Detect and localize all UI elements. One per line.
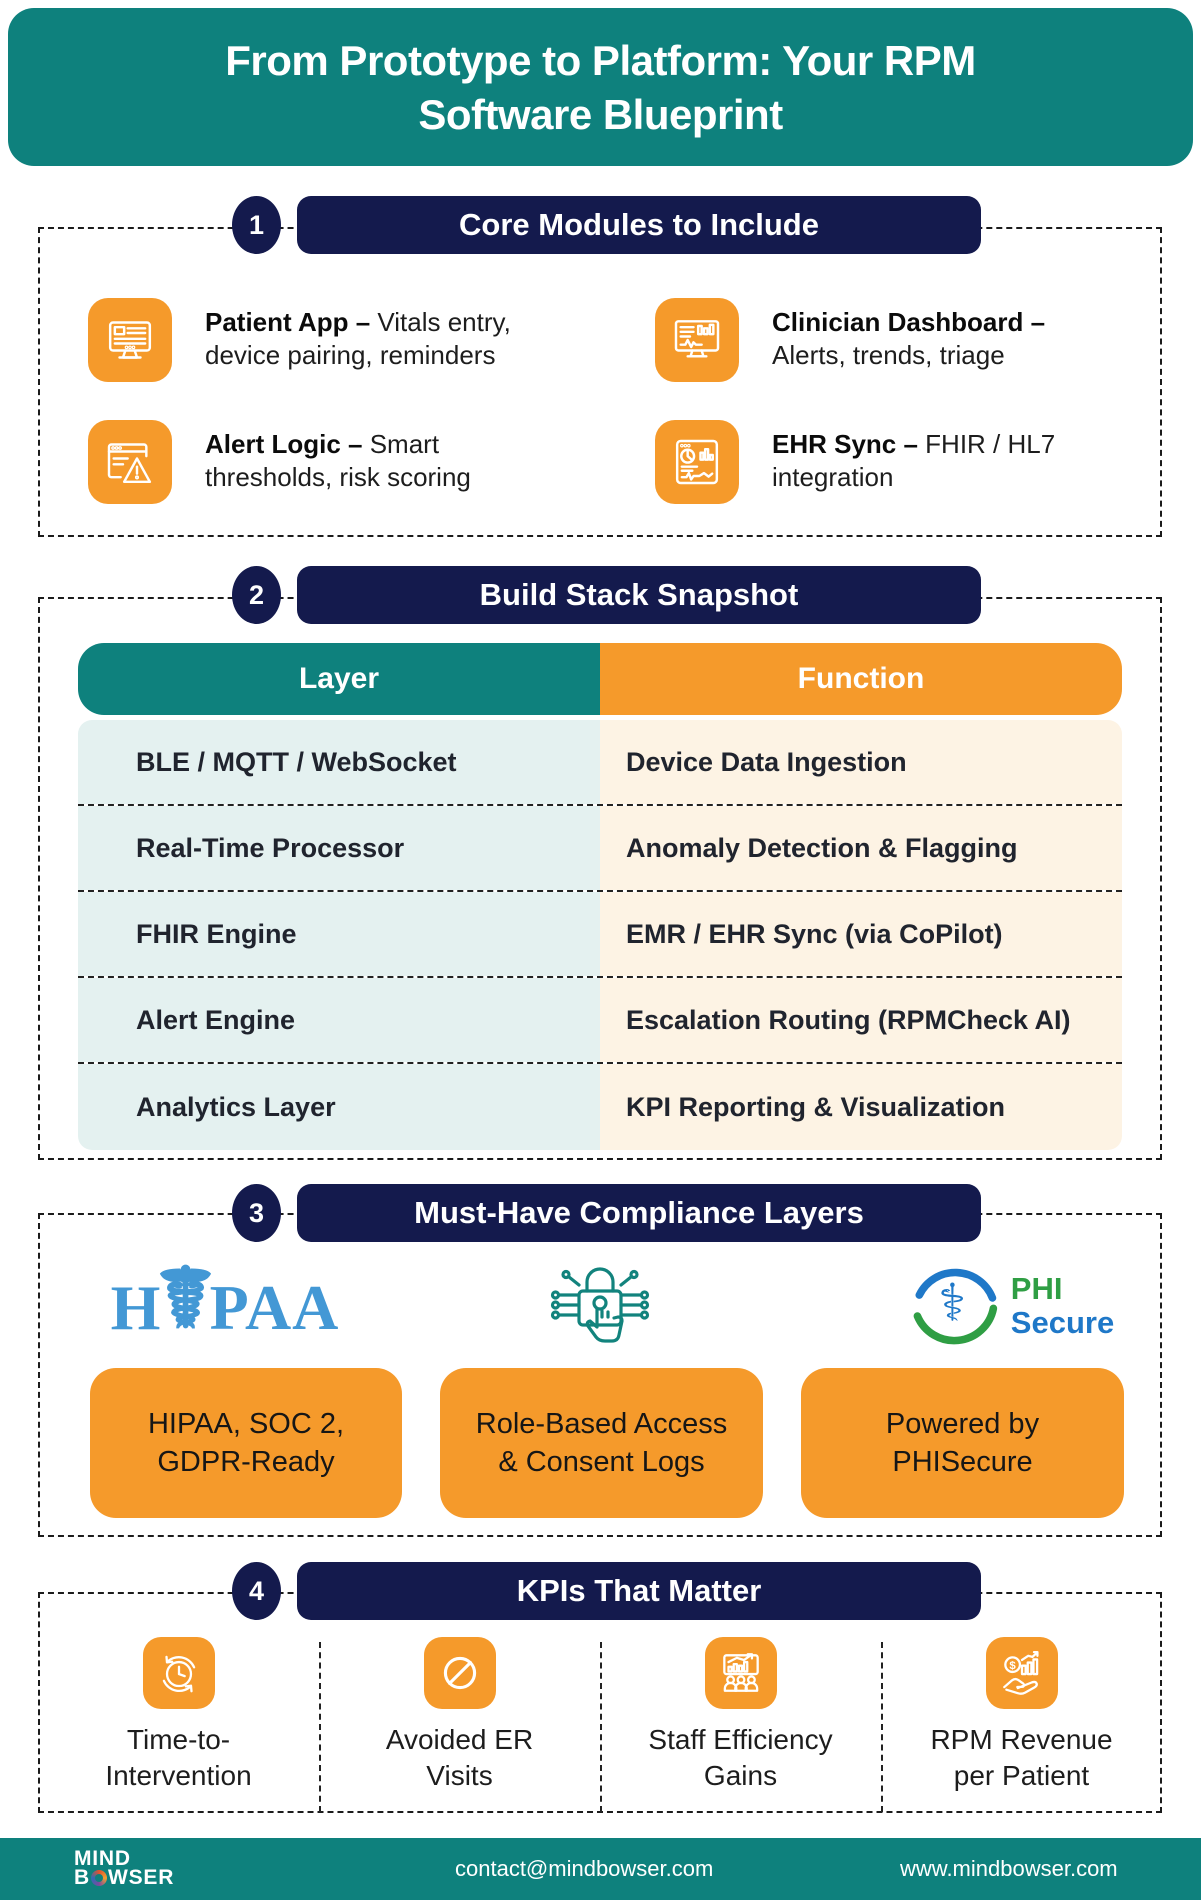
compliance-badge-phisecure — [801, 1368, 1124, 1518]
badge-line2: & Consent Logs — [498, 1446, 705, 1478]
section-title-compliance: Must-Have Compliance Layers — [297, 1184, 981, 1242]
module-clinician-dashboard — [772, 306, 1117, 372]
section-number-badge-2: 2 — [232, 566, 281, 624]
clinician-dashboard-icon — [655, 298, 739, 382]
cell-layer: Real-Time Processor — [78, 806, 600, 890]
module-lead: Patient App – — [205, 307, 378, 337]
badge-line1: Role-Based Access — [475, 1408, 728, 1440]
build-stack-table — [78, 643, 1122, 1150]
rpm-revenue-icon — [986, 1637, 1058, 1709]
alert-logic-icon — [88, 420, 172, 504]
module-lead: Clinician Dashboard – — [772, 307, 1046, 337]
mindbowser-logo-bottom — [74, 1868, 174, 1887]
compliance-badge-hipaa — [90, 1368, 402, 1518]
section-title-build-stack: Build Stack Snapshot — [297, 566, 981, 624]
logo-letters-wser: WSER — [107, 1866, 175, 1889]
cell-function: Device Data Ingestion — [600, 720, 1122, 804]
cell-function: EMR / EHR Sync (via CoPilot) — [600, 892, 1122, 976]
cell-layer: Alert Engine — [78, 978, 600, 1062]
kpi-time-to-intervention — [38, 1722, 319, 1794]
table-body — [78, 720, 1122, 1150]
phisecure-text — [1011, 1272, 1114, 1340]
table-row — [78, 978, 1122, 1064]
table-row — [78, 720, 1122, 806]
table-header-layer: Layer — [78, 643, 600, 715]
phisecure-line2: Secure — [1010, 1305, 1115, 1340]
module-desc: Alerts, trends, triage — [772, 340, 1005, 370]
cell-layer: BLE / MQTT / WebSocket — [78, 720, 600, 804]
module-lead: EHR Sync – — [772, 429, 926, 459]
patient-app-icon — [88, 298, 172, 382]
secure-access-lock-icon — [545, 1248, 655, 1368]
section-number-badge-1: 1 — [232, 196, 281, 254]
kpi-rpm-revenue — [881, 1722, 1162, 1794]
cell-function: Escalation Routing (RPMCheck AI) — [600, 978, 1122, 1062]
cell-layer: FHIR Engine — [78, 892, 600, 976]
mindbowser-logo-top: MIND — [74, 1847, 131, 1870]
avoided-er-visits-icon — [424, 1637, 496, 1709]
kpi-line2: Gains — [703, 1760, 778, 1791]
ehr-sync-icon — [655, 420, 739, 504]
section-title-kpis: KPIs That Matter — [297, 1562, 981, 1620]
module-ehr-sync — [772, 428, 1117, 494]
badge-line1: Powered by — [885, 1408, 1040, 1440]
module-desc: Vitals entry, device pairing, reminders — [205, 307, 511, 370]
table-row — [78, 806, 1122, 892]
logo-letter-b: B — [74, 1866, 90, 1889]
hipaa-letters-paa: PAA — [209, 1272, 340, 1343]
kpi-line2: Visits — [426, 1760, 493, 1791]
module-lead: Alert Logic – — [205, 429, 370, 459]
compliance-badge-access — [440, 1368, 763, 1518]
svg-text:$: $ — [1009, 1659, 1016, 1672]
website-link[interactable]: www.mindbowser.com — [900, 1856, 1118, 1881]
cell-function: KPI Reporting & Visualization — [600, 1064, 1122, 1150]
section-number-badge-4: 4 — [232, 1562, 281, 1620]
hipaa-logo — [80, 1253, 370, 1358]
kpi-line1: Avoided ER — [385, 1724, 534, 1755]
time-to-intervention-icon — [143, 1637, 215, 1709]
kpi-staff-efficiency — [600, 1722, 881, 1794]
badge-line2: GDPR-Ready — [157, 1446, 335, 1478]
page-title-line1: From Prototype to Platform: Your RPM — [225, 37, 976, 84]
table-row — [78, 1064, 1122, 1150]
hipaa-letter-h: H — [110, 1272, 162, 1343]
kpi-line1: Time-to- — [126, 1724, 231, 1755]
cell-function: Anomaly Detection & Flagging — [600, 806, 1122, 890]
phisecure-line1: PHI — [1010, 1271, 1063, 1306]
badge-line2: PHISecure — [892, 1446, 1033, 1478]
staff-efficiency-icon — [705, 1637, 777, 1709]
contact-email-link[interactable]: contact@mindbowser.com — [455, 1856, 714, 1881]
caduceus-icon: ⚕ — [938, 1274, 967, 1333]
hero-banner — [8, 8, 1193, 166]
badge-line1: HIPAA, SOC 2, — [147, 1408, 345, 1440]
cell-layer: Analytics Layer — [78, 1064, 600, 1150]
module-patient-app — [205, 306, 550, 372]
page-title-line2: Software Blueprint — [418, 91, 783, 138]
kpi-line2: Intervention — [105, 1760, 252, 1791]
mindbowser-logo — [74, 1849, 174, 1887]
table-header-row — [78, 643, 1122, 715]
kpi-avoided-er-visits — [319, 1722, 600, 1794]
table-row — [78, 892, 1122, 978]
phisecure-logo — [880, 1256, 1140, 1356]
module-alert-logic — [205, 428, 550, 494]
module-desc: FHIR / HL7 integration — [772, 429, 1056, 492]
kpi-line1: RPM Revenue — [930, 1724, 1113, 1755]
phisecure-ring-icon — [906, 1259, 1001, 1354]
kpi-line1: Staff Efficiency — [648, 1724, 833, 1755]
section-title-core-modules: Core Modules to Include — [297, 196, 981, 254]
caduceus-icon: ☤ — [157, 1253, 214, 1346]
table-header-function: Function — [600, 643, 1122, 715]
kpi-line2: per Patient — [953, 1760, 1090, 1791]
module-desc: Smart thresholds, risk scoring — [205, 429, 471, 492]
mindbowser-swirl-icon — [91, 1870, 107, 1886]
section-number-badge-3: 3 — [232, 1184, 281, 1242]
footer-bar — [0, 1838, 1201, 1900]
